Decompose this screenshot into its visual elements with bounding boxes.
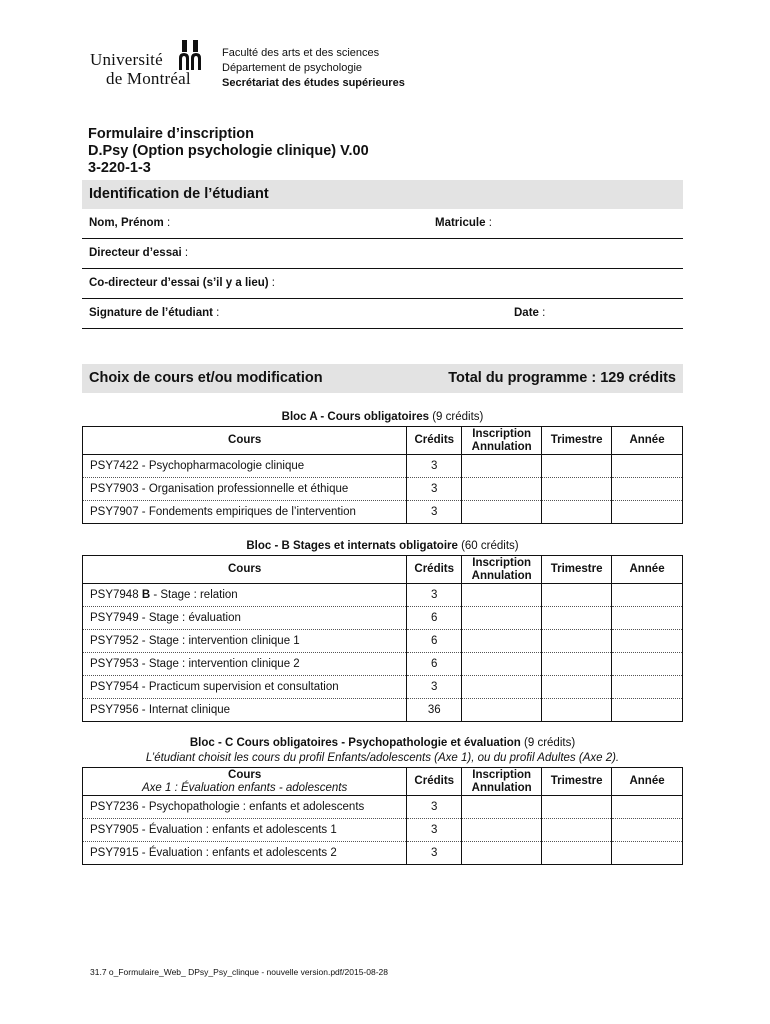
annee-cell[interactable]	[612, 819, 683, 842]
course-credits: 3	[407, 842, 462, 865]
inscription-cell[interactable]	[462, 819, 542, 842]
course-credits: 3	[407, 501, 462, 524]
program-total: Total du programme : 129 crédits	[448, 370, 676, 386]
course-name: PSY7956 - Internat clinique	[83, 699, 407, 722]
annee-cell[interactable]	[612, 607, 683, 630]
trimestre-cell[interactable]	[542, 455, 612, 478]
logo-line-1: Université	[90, 50, 163, 69]
name-matricule-line[interactable]	[82, 209, 683, 239]
axe-label: Axe 1 : Évaluation enfants - adolescents	[142, 781, 348, 794]
document-footer: 31.7 o_Formulaire_Web_ DPsy_Psy_clinque - nouvelle version.pdf/2015-08-28	[90, 967, 388, 977]
course-name: PSY7949 - Stage : évaluation	[83, 607, 407, 630]
annee-cell[interactable]	[612, 501, 683, 524]
col-credits: Crédits	[407, 768, 462, 796]
col-inscription-annulation: Inscription Annulation	[462, 427, 542, 455]
col-cours: Cours	[83, 427, 407, 455]
course-name: PSY7422 - Psychopharmacologie clinique	[83, 455, 407, 478]
trimestre-cell[interactable]	[542, 699, 612, 722]
course-name: PSY7903 - Organisation professionnelle et éthique	[83, 478, 407, 501]
inscription-cell[interactable]	[462, 699, 542, 722]
course-name: PSY7907 - Fondements empiriques de l’intervention	[83, 501, 407, 524]
codirector-label: Co-directeur d’essai (s’il y a lieu) :	[89, 277, 275, 289]
trimestre-cell[interactable]	[542, 501, 612, 524]
course-name: PSY7236 - Psychopathologie : enfants et adolescents	[83, 796, 407, 819]
inscription-cell[interactable]	[462, 584, 542, 607]
annee-cell[interactable]	[612, 478, 683, 501]
course-name: PSY7954 - Practicum supervision et consultation	[83, 676, 407, 699]
form-title-line-2: D.Psy (Option psychologie clinique) V.00	[88, 143, 369, 159]
department-name: Département de psychologie	[222, 62, 363, 74]
course-credits: 3	[407, 796, 462, 819]
table-row	[83, 501, 683, 524]
table-row	[83, 455, 683, 478]
course-credits: 6	[407, 653, 462, 676]
trimestre-cell[interactable]	[542, 796, 612, 819]
col-inscription-annulation: Inscription Annulation	[462, 768, 542, 796]
bloc-b-table	[82, 555, 683, 722]
col-cours: Cours Axe 1 : Évaluation enfants - adolescents	[83, 768, 407, 796]
table-row	[83, 584, 683, 607]
course-credits: 3	[407, 819, 462, 842]
trimestre-cell[interactable]	[542, 478, 612, 501]
trimestre-cell[interactable]	[542, 607, 612, 630]
inscription-cell[interactable]	[462, 455, 542, 478]
inscription-cell[interactable]	[462, 653, 542, 676]
bloc-c-header-row	[83, 768, 683, 796]
annee-cell[interactable]	[612, 676, 683, 699]
bloc-c-subtitle: L’étudiant choisit les cours du profil Enfants/adolescents (Axe 1), ou du profil Adultes (Axe 2).	[145, 752, 620, 764]
course-name: PSY7915 - Évaluation : enfants et adolescents 2	[83, 842, 407, 865]
table-row	[83, 607, 683, 630]
signature-label: Signature de l’étudiant :	[89, 307, 220, 319]
course-name: PSY7948 B - Stage : relation	[83, 584, 407, 607]
col-credits: Crédits	[407, 427, 462, 455]
bloc-a-header-row	[83, 427, 683, 455]
course-name: PSY7952 - Stage : intervention clinique 1	[83, 630, 407, 653]
trimestre-cell[interactable]	[542, 584, 612, 607]
annee-cell[interactable]	[612, 796, 683, 819]
course-name: PSY7905 - Évaluation : enfants et adolescents 1	[83, 819, 407, 842]
course-credits: 3	[407, 584, 462, 607]
trimestre-cell[interactable]	[542, 676, 612, 699]
bloc-b-header-row	[83, 556, 683, 584]
course-credits: 36	[407, 699, 462, 722]
table-row	[83, 796, 683, 819]
course-credits: 6	[407, 607, 462, 630]
inscription-cell[interactable]	[462, 676, 542, 699]
col-annee: Année	[612, 427, 683, 455]
universite-de-montreal-logo	[90, 40, 205, 88]
faculty-block	[222, 46, 405, 91]
col-cours: Cours	[83, 556, 407, 584]
table-row	[83, 676, 683, 699]
table-row	[83, 819, 683, 842]
course-credits: 6	[407, 630, 462, 653]
director-label: Directeur d’essai :	[89, 247, 189, 259]
course-choice-heading: Choix de cours et/ou modification	[89, 370, 323, 386]
annee-cell[interactable]	[612, 699, 683, 722]
trimestre-cell[interactable]	[542, 653, 612, 676]
course-credits: 3	[407, 676, 462, 699]
date-label: Date :	[514, 307, 546, 319]
annee-cell[interactable]	[612, 653, 683, 676]
director-line[interactable]	[82, 239, 683, 269]
course-credits: 3	[407, 478, 462, 501]
faculty-name: Faculté des arts et des sciences	[222, 47, 380, 59]
inscription-cell[interactable]	[462, 796, 542, 819]
bloc-c-table	[82, 767, 683, 865]
matricule-label: Matricule :	[435, 217, 492, 229]
inscription-cell[interactable]	[462, 478, 542, 501]
course-credits: 3	[407, 455, 462, 478]
trimestre-cell[interactable]	[542, 842, 612, 865]
identification-heading: Identification de l’étudiant	[89, 186, 269, 202]
trimestre-cell[interactable]	[542, 630, 612, 653]
table-row	[83, 478, 683, 501]
bloc-c-title: Bloc - C Cours obligatoires - Psychopathologie et évaluation (9 crédits)	[189, 737, 576, 749]
col-trimestre: Trimestre	[542, 768, 612, 796]
course-choice-section-header	[82, 364, 683, 393]
bloc-a-title: Bloc A - Cours obligatoires (9 crédits)	[281, 411, 484, 423]
col-annee: Année	[612, 556, 683, 584]
col-annee: Année	[612, 768, 683, 796]
signature-date-line[interactable]	[82, 299, 683, 329]
identification-section-header	[82, 180, 683, 209]
annee-cell[interactable]	[612, 455, 683, 478]
col-trimestre: Trimestre	[542, 427, 612, 455]
col-trimestre: Trimestre	[542, 556, 612, 584]
inscription-cell[interactable]	[462, 607, 542, 630]
logo-line-2: de Montréal	[106, 69, 191, 88]
bloc-a-table	[82, 426, 683, 524]
annee-cell[interactable]	[612, 584, 683, 607]
table-row	[83, 630, 683, 653]
annee-cell[interactable]	[612, 630, 683, 653]
udem-emblem-icon	[178, 40, 206, 70]
trimestre-cell[interactable]	[542, 819, 612, 842]
table-row	[83, 653, 683, 676]
name-label: Nom, Prénom :	[89, 217, 171, 229]
secretariat-name: Secrétariat des études supérieures	[222, 77, 405, 89]
inscription-cell[interactable]	[462, 842, 542, 865]
form-title-line-1: Formulaire d’inscription	[88, 126, 254, 142]
col-credits: Crédits	[407, 556, 462, 584]
form-title-line-3: 3-220-1-3	[88, 160, 151, 176]
codirector-line[interactable]	[82, 269, 683, 299]
inscription-cell[interactable]	[462, 501, 542, 524]
col-inscription-annulation: Inscription Annulation	[462, 556, 542, 584]
bloc-b-title: Bloc - B Stages et internats obligatoire (60 crédits)	[246, 540, 519, 552]
table-row	[83, 699, 683, 722]
table-row	[83, 842, 683, 865]
course-name: PSY7953 - Stage : intervention clinique 2	[83, 653, 407, 676]
annee-cell[interactable]	[612, 842, 683, 865]
inscription-cell[interactable]	[462, 630, 542, 653]
form-title	[88, 126, 369, 177]
